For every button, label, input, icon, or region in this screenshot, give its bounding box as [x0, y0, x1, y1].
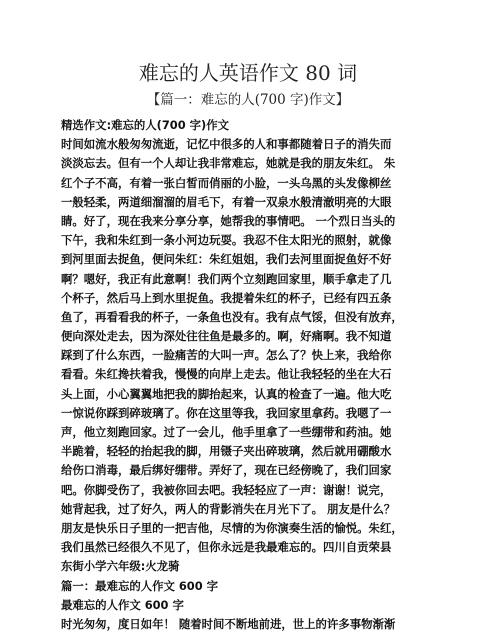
body-line: 给伤口消毒，最后绑好绷带。弄好了，现在已经傍晚了，我们回家	[61, 463, 392, 478]
body-line: 看看。朱红搀扶着我，慢慢的向岸上走去。他让我轻轻的坐在大石	[61, 367, 392, 382]
body-line: 东街小学六年级:火龙骑	[61, 559, 180, 574]
body-line: 淡淡忘去。但有一个人却让我非常难忘，她就是我的朋友朱红。 朱	[61, 156, 396, 171]
body-line: 半跪着，轻轻的抬起我的脚，用镊子夹出碎玻璃，然后就用硼酸水	[61, 444, 392, 459]
body-line: 啊？嗯好，我正有此意啊！我们两个立刻跑回家里，顺手拿走了几	[61, 271, 392, 286]
body-line: 她背起我，过了好久，两人的背影消失在月光下了。 朋友是什么？	[61, 501, 396, 516]
document-title: 难忘的人英语作文 80 词	[138, 61, 358, 85]
body-line: 头上面，小心翼翼地把我的脚抬起来，认真的检查了一遍。他大吃	[61, 386, 392, 401]
body-line: 篇一：最难忘的人作文 600 字	[61, 578, 219, 593]
body-line: 我们虽然已经很久不见了，但你永远是我最难忘的。四川自贡荣县	[61, 540, 392, 555]
body-line: 踩到了什么东西，一脸痛苦的大叫一声。怎么了？快上来，我给你	[61, 348, 392, 363]
document-body	[61, 116, 441, 634]
body-line: 精选作文:难忘的人(700 字)作文	[61, 118, 230, 132]
body-line: 一般轻柔，两道细溜溜的眉毛下，有着一双泉水般清澈明亮的大眼	[61, 194, 392, 209]
body-line: 朋友是快乐日子里的一把吉他，尽情的为你演奏生活的愉悦。朱红，	[61, 520, 403, 535]
body-line: 到河里面去捉鱼，便问朱红：朱红姐姐，我们去河里面捉鱼好不好	[61, 252, 392, 267]
body-line: 下午，我和朱红到一条小河边玩耍。我忍不住太阳光的照射，就像	[61, 233, 392, 248]
body-line: 声，他立刻跑回家。过了一会儿，他手里拿了一些绷带和药油。她	[61, 425, 392, 439]
body-line: 最难忘的人作文 600 字	[61, 597, 184, 612]
body-line: 便向深处走去，因为深处往往鱼是最多的。啊，好痛啊。我不知道	[61, 329, 392, 344]
body-line: 时光匆匆，度日如年！ 随着时间不断地前进，世上的许多事物渐渐	[61, 616, 396, 631]
body-line: 时间如流水般匆匆流逝，记忆中很多的人和事都随着日子的消失而	[61, 137, 392, 152]
body-line: 吧。你脚受伤了，我被你回去吧。我轻轻应了一声：谢谢！说完，	[61, 482, 392, 497]
body-line: 个杯子，然后马上到水里捉鱼。我提着朱红的杯子，已经有四五条	[61, 290, 392, 305]
body-line: 红个子不高，有着一张白皙而俏丽的小脸，一头乌黑的头发像柳丝	[61, 175, 392, 190]
body-line: 睛。好了，现在我来分享分享，她帮我的事情吧。 一个烈日当头的	[61, 213, 396, 228]
body-line: 一惊说你踩到碎玻璃了。你在这里等我，我回家里拿药。我嗯了一	[61, 405, 392, 420]
body-line: 鱼了，再看看我的杯子，一条鱼也没有。我有点气馁，但没有放弃，	[61, 309, 403, 324]
document-subtitle: 【篇一：难忘的人(700 字)作文】	[146, 92, 350, 108]
